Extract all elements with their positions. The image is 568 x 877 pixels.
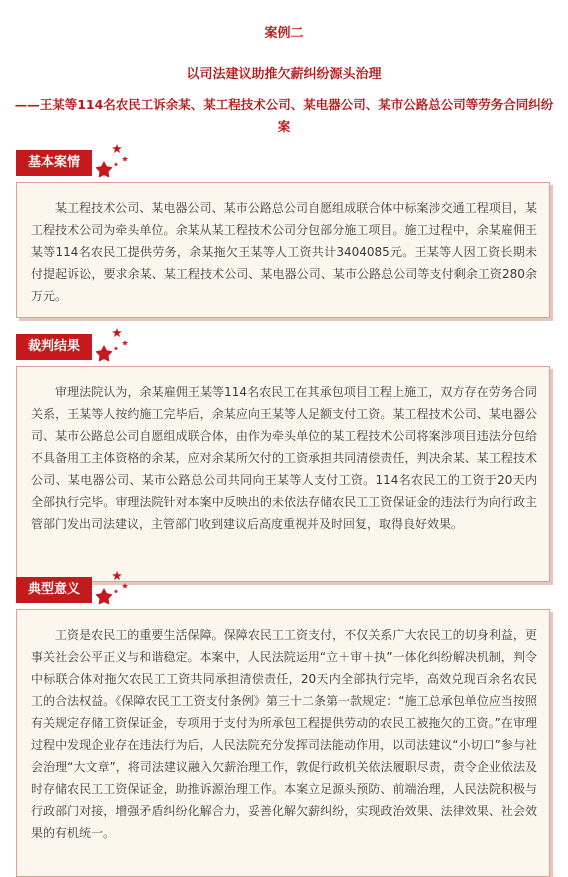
section-label: 基本案情 bbox=[16, 150, 92, 176]
case-number: 案例二 bbox=[264, 26, 304, 41]
section-header bbox=[16, 577, 550, 605]
section-label: 裁判结果 bbox=[16, 334, 92, 360]
section-header bbox=[16, 150, 550, 178]
section-label: 典型意义 bbox=[16, 577, 92, 603]
section-judgment-result bbox=[16, 334, 550, 582]
red-stars-icon bbox=[92, 142, 132, 180]
case-title: 以司法建议助推欠薪纠纷源头治理 bbox=[186, 67, 382, 82]
section-content-box bbox=[16, 182, 550, 318]
section-text: 工资是农民工的重要生活保障。保障农民工工资支付，不仅关系广大农民工的切身利益，更事关社会公平正义与和谐稳定。本案中，人民法院运用“立＋审＋执”一体化纠纷解决机制，判令中标联合体对拖欠农民工工资共同承担清偿责任，20天内全部执行完毕，高效兑现百余名农民工的合法权益。《保障农民工工资支付条例》第三十二条第一款规定：“施工总承包单位应当按照有关规定存储工资保证金，专项用于支付为所承包工程提供劳动的农民工被拖欠的工资。”在审理过程中发现企业存在违法行为后，人民法院充分发挥司法能动作用，以司法建议“小切口”参与社会治理“大文章”，将司法建议融入欠薪治理工作，敦促行政机关依法履职尽责，责令企业依法及时存储农民工工资保证金，助推诉源治理工作。本案立足源头预防、前端治理，人民法院积极与行政部门对接，增强矛盾纠纷化解合力，妥善化解欠薪纠纷，实现政治效果、法律效果、社会效果的有机统一。 bbox=[31, 628, 537, 840]
section-text: 某工程技术公司、某电器公司、某市公路总公司自愿组成联合体中标案涉交通工程项目，某工程技术公司为牵头单位。余某从某工程技术公司分包部分施工项目。施工过程中，余某雇佣王某等114名农民工提供劳务，余某拖欠王某等人工资共计3404085元。王某等人因工资长期未付提起诉讼，要求余某、某工程技术公司、某电器公司、某市公路总公司等支付剩余工资280余万元。 bbox=[31, 201, 537, 303]
section-content-box bbox=[16, 366, 550, 582]
section-content-box bbox=[16, 609, 550, 877]
red-stars-icon bbox=[92, 326, 132, 364]
red-stars-icon bbox=[92, 569, 132, 607]
section-typical-significance bbox=[16, 577, 550, 877]
case-subtitle: ——王某等114名农民工诉余某、某工程技术公司、某电器公司、某市公路总公司等劳务合同纠纷案 bbox=[14, 97, 554, 134]
section-header bbox=[16, 334, 550, 362]
section-text: 审理法院认为，余某雇佣王某等114名农民工在其承包项目工程上施工，双方存在劳务合同关系，王某等人按约施工完毕后，余某应向王某等人足额支付工资。某工程技术公司、某电器公司、某市公路总公司自愿组成联合体，由作为牵头单位的某工程技术公司将案涉项目违法分包给不具备用工主体资格的余某，应对余某所欠付的工资承担共同清偿责任，判决余某、某工程技术公司、某电器公司、某市公路总公司共同向王某等人支付工资。114名农民工的工资于20天内全部执行完毕。审理法院针对本案中反映出的未依法存储农民工工资保证金的违法行为向行政主管部门发出司法建议，主管部门收到建议后高度重视并及时回复，取得良好效果。 bbox=[31, 385, 537, 531]
section-basic-facts bbox=[16, 150, 550, 318]
